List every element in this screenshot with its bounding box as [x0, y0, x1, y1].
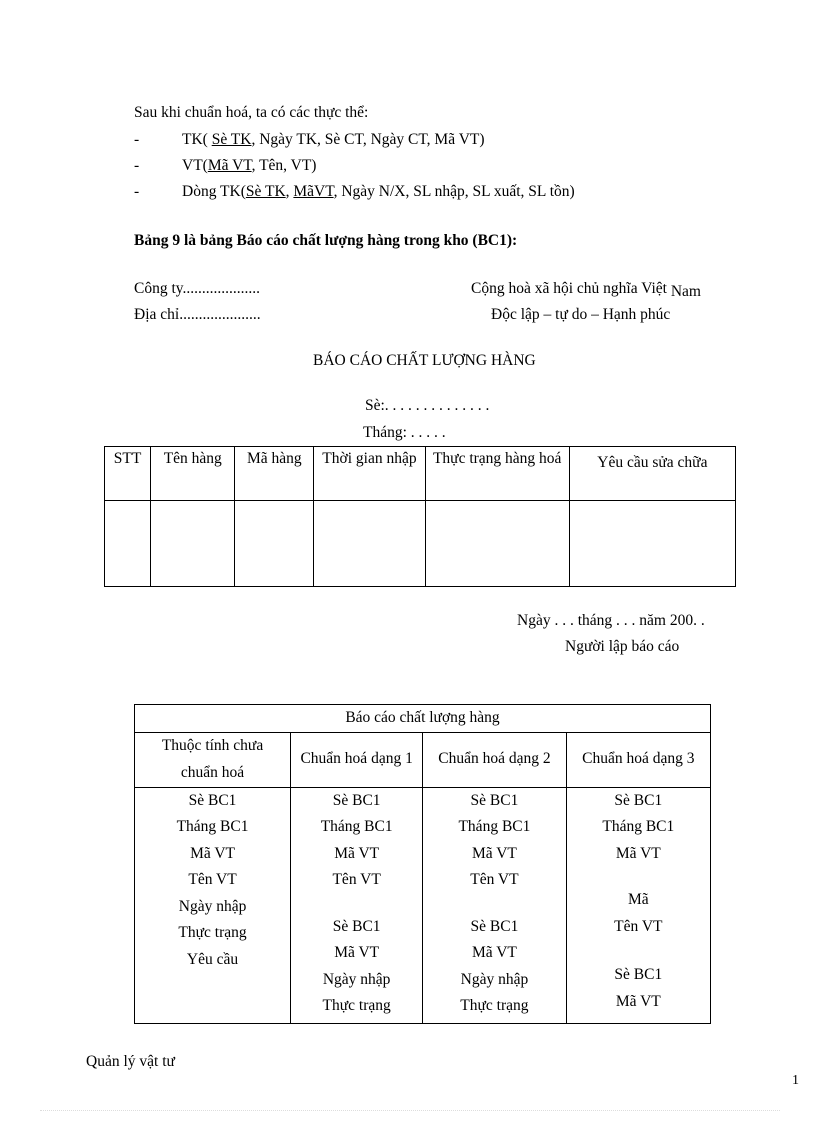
header-ten-hang: Tên hàng: [151, 447, 235, 501]
table-cell: [314, 501, 425, 587]
table-row: [105, 501, 736, 587]
norm-col-1: Sè BC1 Tháng BC1 Mã VT Tên VT Sè BC1 Mã VT Ngày nhập Thực trạng: [291, 787, 423, 1023]
republic-line: Cộng hoà xã hội chủ nghĩa Việt Nam: [471, 280, 701, 300]
header-thuc-trang: Thực trạng hàng hoá: [425, 447, 569, 501]
bullet-dash: -: [134, 131, 140, 148]
report-form-table: [104, 446, 736, 587]
date-line: Ngày . . . tháng . . . năm 200. .: [517, 612, 705, 629]
page-number: 1: [792, 1073, 799, 1088]
norm-col-2: Sè BC1 Tháng BC1 Mã VT Tên VT Sè BC1 Mã VT Ngày nhập Thực trạng: [423, 787, 566, 1023]
company-line: Công ty....................: [134, 280, 261, 297]
intro-text: Sau khi chuẩn hoá, ta có các thực thể:: [134, 104, 369, 121]
entity-tk-key: Sè TK: [211, 131, 252, 148]
norm-col-0: Sè BC1 Tháng BC1 Mã VT Tên VT Ngày nhập Thực trạng Yêu cầu: [135, 787, 291, 1023]
norm-header-0: Thuộc tính chưa chuẩn hoá: [135, 732, 291, 787]
header-ma-hang: Mã hàng: [235, 447, 314, 501]
entity-vt-key: Mã VT: [207, 157, 252, 174]
table-cell: [425, 501, 569, 587]
norm-title-row: [135, 705, 711, 733]
entity-dong-tk-key2: MãVT: [293, 183, 334, 200]
table-cell: [569, 501, 735, 587]
bullet-dash: -: [134, 157, 140, 174]
entity-dong-tk-key: Sè TK: [245, 183, 286, 200]
norm-header-2: Chuẩn hoá dạng 2: [423, 732, 566, 787]
bullet-dash: -: [134, 183, 140, 200]
norm-header-3: Chuẩn hoá dạng 3: [566, 732, 710, 787]
norm-col-3: Sè BC1 Tháng BC1 Mã VT Mã Tên VT Sè BC1 Mã VT: [566, 787, 710, 1023]
footer-divider: [40, 1110, 780, 1111]
signer-line: Người lập báo cáo: [565, 638, 680, 655]
norm-table-title: Báo cáo chất lượng hàng: [135, 705, 711, 733]
address-line: Địa chỉ.....................: [134, 306, 261, 323]
header-thoi-gian-nhap: Thời gian nhập: [314, 447, 425, 501]
norm-header-1: Chuẩn hoá dạng 1: [291, 732, 423, 787]
entity-vt: VT(Mã VT, Tên, VT): [182, 157, 317, 174]
header-yeu-cau: Yêu cầu sửa chữa: [569, 447, 735, 501]
report-number: Sè:. . . . . . . . . . . . . .: [365, 397, 490, 414]
footer-title: Quản lý vật tư: [86, 1053, 175, 1070]
report-month: Tháng: . . . . .: [363, 424, 446, 441]
table-caption: Bảng 9 là bảng Báo cáo chất lượng hàng trong kho (BC1):: [134, 232, 518, 249]
table-cell: [151, 501, 235, 587]
motto-line: Độc lập – tự do – Hạnh phúc: [491, 306, 671, 323]
table-cell: [235, 501, 314, 587]
norm-body-row: [135, 787, 711, 1023]
normalization-table: [134, 704, 711, 1024]
entity-tk: TK( Sè TK, Ngày TK, Sè CT, Ngày CT, Mã VT): [182, 131, 485, 148]
table-header-row: [105, 447, 736, 501]
header-stt: STT: [105, 447, 151, 501]
norm-header-row: [135, 732, 711, 787]
report-title: BÁO CÁO CHẤT LƯỢNG HÀNG: [313, 352, 536, 369]
entity-dong-tk: Dòng TK(Sè TK, MãVT, Ngày N/X, SL nhập, SL xuất, SL tồn): [182, 183, 575, 200]
table-cell: [105, 501, 151, 587]
